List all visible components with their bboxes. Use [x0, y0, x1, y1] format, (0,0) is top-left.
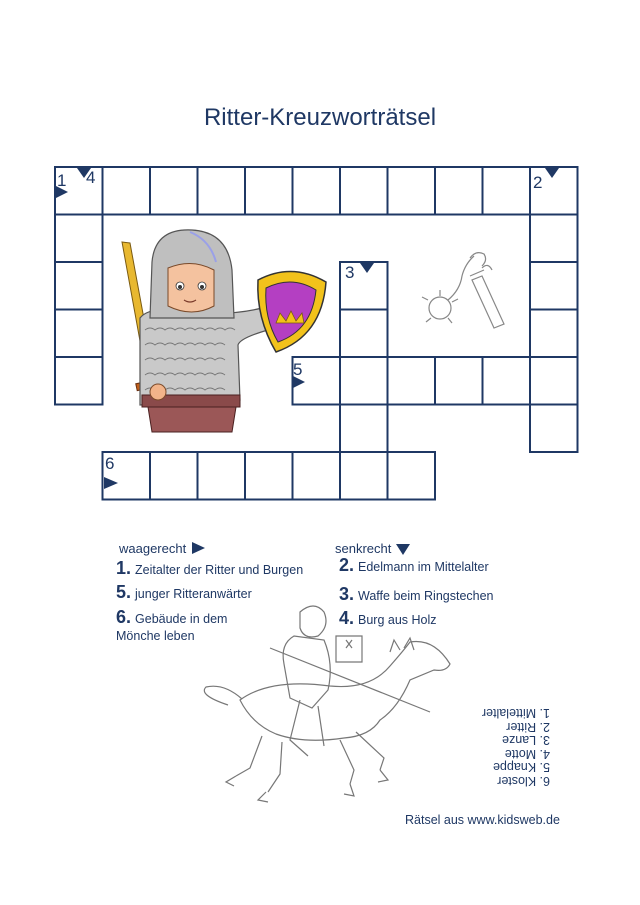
- crossword-cell: [340, 452, 388, 500]
- crossword-cell: [245, 167, 293, 215]
- crossword-cell: [55, 262, 103, 310]
- crossword-cell: [150, 167, 198, 215]
- upside-down-answers: [440, 706, 550, 787]
- crossword-cell: [103, 167, 151, 215]
- crossword-cell: [55, 357, 103, 405]
- source-credit: Rätsel aus www.kidsweb.de: [405, 813, 560, 827]
- answer-6: 6. Kloster: [497, 774, 550, 788]
- crossword-cell: [55, 215, 103, 263]
- crossword-cell: [245, 452, 293, 500]
- down-arrow-icon: [395, 541, 411, 555]
- crossword-cell: [340, 167, 388, 215]
- down-clue-2: 2. Edelmann im Mittelalter: [339, 555, 489, 575]
- down-heading: senkrecht: [335, 541, 411, 556]
- grid-number-2: 2: [533, 173, 543, 192]
- answer-4: 4. Motte: [504, 747, 550, 761]
- down-clue-4: 4. Burg aus Holz: [339, 608, 437, 628]
- weapons-illustration: [422, 253, 504, 328]
- grid-number-1: 1: [57, 171, 67, 190]
- crossword-cell: [293, 167, 341, 215]
- grid-number-4: 4: [86, 168, 96, 187]
- crossword-cell: [340, 357, 388, 405]
- grid-number-5: 5: [293, 360, 303, 379]
- answer-1: 1. Mittelalter: [481, 706, 550, 721]
- crossword-cell: [530, 310, 578, 358]
- answer-2: 2. Ritter: [506, 720, 550, 734]
- grid-number-6: 6: [105, 454, 115, 473]
- crossword-cell: [530, 405, 578, 453]
- across-clue-6: 6. Gebäude in dem Mönche leben: [116, 607, 228, 643]
- crossword-cell: [198, 452, 246, 500]
- across-clue-5: 5. junger Ritteranwärter: [116, 582, 252, 602]
- crossword-cell: [530, 262, 578, 310]
- crossword-cell: [293, 452, 341, 500]
- crossword-cell: [483, 167, 531, 215]
- answer-5: 5. Knappe: [493, 760, 550, 775]
- down-clue-3: 3. Waffe beim Ringstechen: [339, 584, 494, 604]
- crossword-cell: [483, 357, 531, 405]
- crossword-cell: [150, 452, 198, 500]
- page-title: Ritter-Kreuzworträtsel: [203, 104, 437, 131]
- crossword-cell: [530, 215, 578, 263]
- crossword-cell: [435, 167, 483, 215]
- answer-3: 3. Lanze: [502, 733, 550, 748]
- crossword-cell: [388, 452, 436, 500]
- crossword-cell: [340, 405, 388, 453]
- crossword-cell: [530, 357, 578, 405]
- across-clue-1: 1. Zeitalter der Ritter und Burgen: [116, 558, 304, 578]
- right-arrow-icon: [190, 541, 206, 555]
- crossword-cell: [198, 167, 246, 215]
- crossword-cell: [388, 167, 436, 215]
- crossword-cell: [340, 310, 388, 358]
- crossword-cell: [55, 310, 103, 358]
- grid-number-3: 3: [345, 263, 355, 282]
- crossword-cell: [388, 357, 436, 405]
- across-heading: waagerecht: [119, 541, 206, 556]
- crossword-cell: [435, 357, 483, 405]
